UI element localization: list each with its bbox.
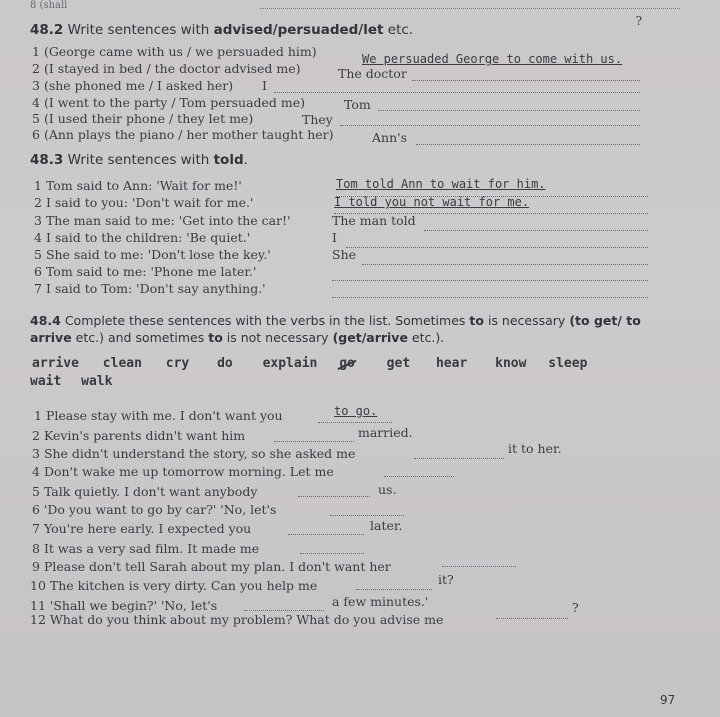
answer-start: Ann's xyxy=(372,130,407,145)
answer-start: Tom xyxy=(344,97,371,112)
verb: get xyxy=(386,356,411,371)
list-item: 6 'Do you want to go by car?' 'No, let's xyxy=(32,502,277,517)
list-item: 3 The man said to me: 'Get into the car!' xyxy=(34,213,291,228)
answer-line xyxy=(244,610,324,611)
list-item: 2 I said to you: 'Don't wait for me.' xyxy=(34,195,254,210)
stray-mark: ? xyxy=(635,14,642,28)
list-item: 3 (she phoned me / I asked her) xyxy=(32,78,234,93)
answer-start: She xyxy=(332,247,357,262)
exercise-48-2-title: 48.2 Write sentences with advised/persuaded/let etc. xyxy=(30,22,414,38)
answer-line xyxy=(274,441,354,442)
list-item: 5 (I used their phone / they let me) xyxy=(32,111,254,126)
list-item: 2 (I stayed in bed / the doctor advised me) xyxy=(32,61,301,76)
answer-start: I xyxy=(332,230,337,245)
answer-line xyxy=(424,230,648,231)
verb: hear xyxy=(435,356,468,371)
answer-line xyxy=(378,110,640,111)
list-item: 5 She said to me: 'Don't lose the key.' xyxy=(34,247,271,262)
verb: wait xyxy=(30,374,62,389)
answer-line xyxy=(330,515,404,516)
answer-line xyxy=(298,496,370,497)
answer-line xyxy=(332,297,648,298)
verb: cry xyxy=(165,356,190,371)
list-item: 3 She didn't understand the story, so she asked me xyxy=(32,446,356,461)
answer-line xyxy=(414,458,504,459)
list-item: 4 Don't wake me up tomorrow morning. Let me xyxy=(32,464,334,479)
answer-start: They xyxy=(302,112,333,127)
list-item: 11 'Shall we begin?' 'No, let's xyxy=(30,598,218,613)
answer-line xyxy=(260,8,680,9)
list-item: 7 You're here early. I expected you xyxy=(32,521,252,536)
verb: explain xyxy=(262,356,318,371)
list-item: 8 It was a very sad film. It made me xyxy=(32,541,260,556)
handwritten-answer: We persuaded George to come with us. xyxy=(362,52,623,66)
list-item: 9 Please don't tell Sarah about my plan. I don't want her xyxy=(32,559,391,574)
answer-line xyxy=(300,553,364,554)
verb: walk xyxy=(81,374,113,389)
handwritten-answer: Tom told Ann to wait for him. xyxy=(336,177,546,191)
sentence-end: it? xyxy=(438,572,454,587)
cut-text-fragment: 8 (shall xyxy=(30,0,68,11)
answer-line xyxy=(346,247,648,248)
answer-line xyxy=(442,566,516,567)
verb-crossed-out: go xyxy=(339,356,355,371)
list-item: 1 Tom said to Ann: 'Wait for me!' xyxy=(34,178,242,193)
list-item: 6 Tom said to me: 'Phone me later.' xyxy=(34,264,257,279)
list-item: 7 I said to Tom: 'Don't say anything.' xyxy=(34,281,266,296)
answer-start: The doctor xyxy=(338,66,407,81)
list-item: 10 The kitchen is very dirty. Can you help me xyxy=(30,578,318,593)
answer-start: The man told xyxy=(332,213,416,228)
top-cut-strip xyxy=(0,0,720,16)
sentence-end: married. xyxy=(358,425,413,440)
sentence-end: later. xyxy=(370,518,403,533)
list-item: 6 (Ann plays the piano / her mother taught her) xyxy=(32,127,334,142)
verb-list-row-1 xyxy=(32,356,587,371)
verb: arrive xyxy=(32,356,79,371)
page-number: 97 xyxy=(660,693,676,707)
list-item: 12 What do you think about my problem? What do you advise me xyxy=(30,612,444,627)
sentence-end: it to her. xyxy=(508,441,562,456)
list-item: 1 (George came with us / we persuaded him) xyxy=(32,44,317,59)
answer-start: I xyxy=(262,78,267,93)
list-item: 4 I said to the children: 'Be quiet.' xyxy=(34,230,251,245)
answer-line xyxy=(384,476,454,477)
answer-line xyxy=(496,618,568,619)
verb: clean xyxy=(102,356,142,371)
verb: know xyxy=(495,356,527,371)
sentence-end: a few minutes.' xyxy=(332,594,429,609)
answer-line xyxy=(288,534,364,535)
handwritten-answer: to go. xyxy=(334,404,378,418)
list-item: 4 (I went to the party / Tom persuaded me) xyxy=(32,95,306,110)
answer-line xyxy=(318,422,392,423)
verb: do xyxy=(217,356,233,371)
handwritten-answer: I told you not wait for me. xyxy=(334,195,530,209)
sentence-end: us. xyxy=(378,482,397,497)
sentence-end: ? xyxy=(572,600,579,615)
exercise-48-4-instructions: 48.4 Complete these sentences with the verbs in the list. Sometimes to is necessary (to get/ to arrive etc.) and sometimes to is not necessary (get/arrive etc.). xyxy=(30,313,641,345)
answer-line xyxy=(416,144,640,145)
exercise-48-3-title: 48.3 Write sentences with told. xyxy=(30,152,248,168)
answer-line xyxy=(332,280,648,281)
answer-line xyxy=(356,589,432,590)
verb-list-row-2 xyxy=(30,374,112,389)
answer-line xyxy=(274,92,640,93)
list-item: 1 Please stay with me. I don't want you xyxy=(34,408,283,423)
answer-line xyxy=(362,264,648,265)
verb: sleep xyxy=(548,356,588,371)
answer-line xyxy=(340,125,640,126)
list-item: 2 Kevin's parents didn't want him xyxy=(32,428,246,443)
answer-line xyxy=(412,80,640,81)
list-item: 5 Talk quietly. I don't want anybody xyxy=(32,484,258,499)
